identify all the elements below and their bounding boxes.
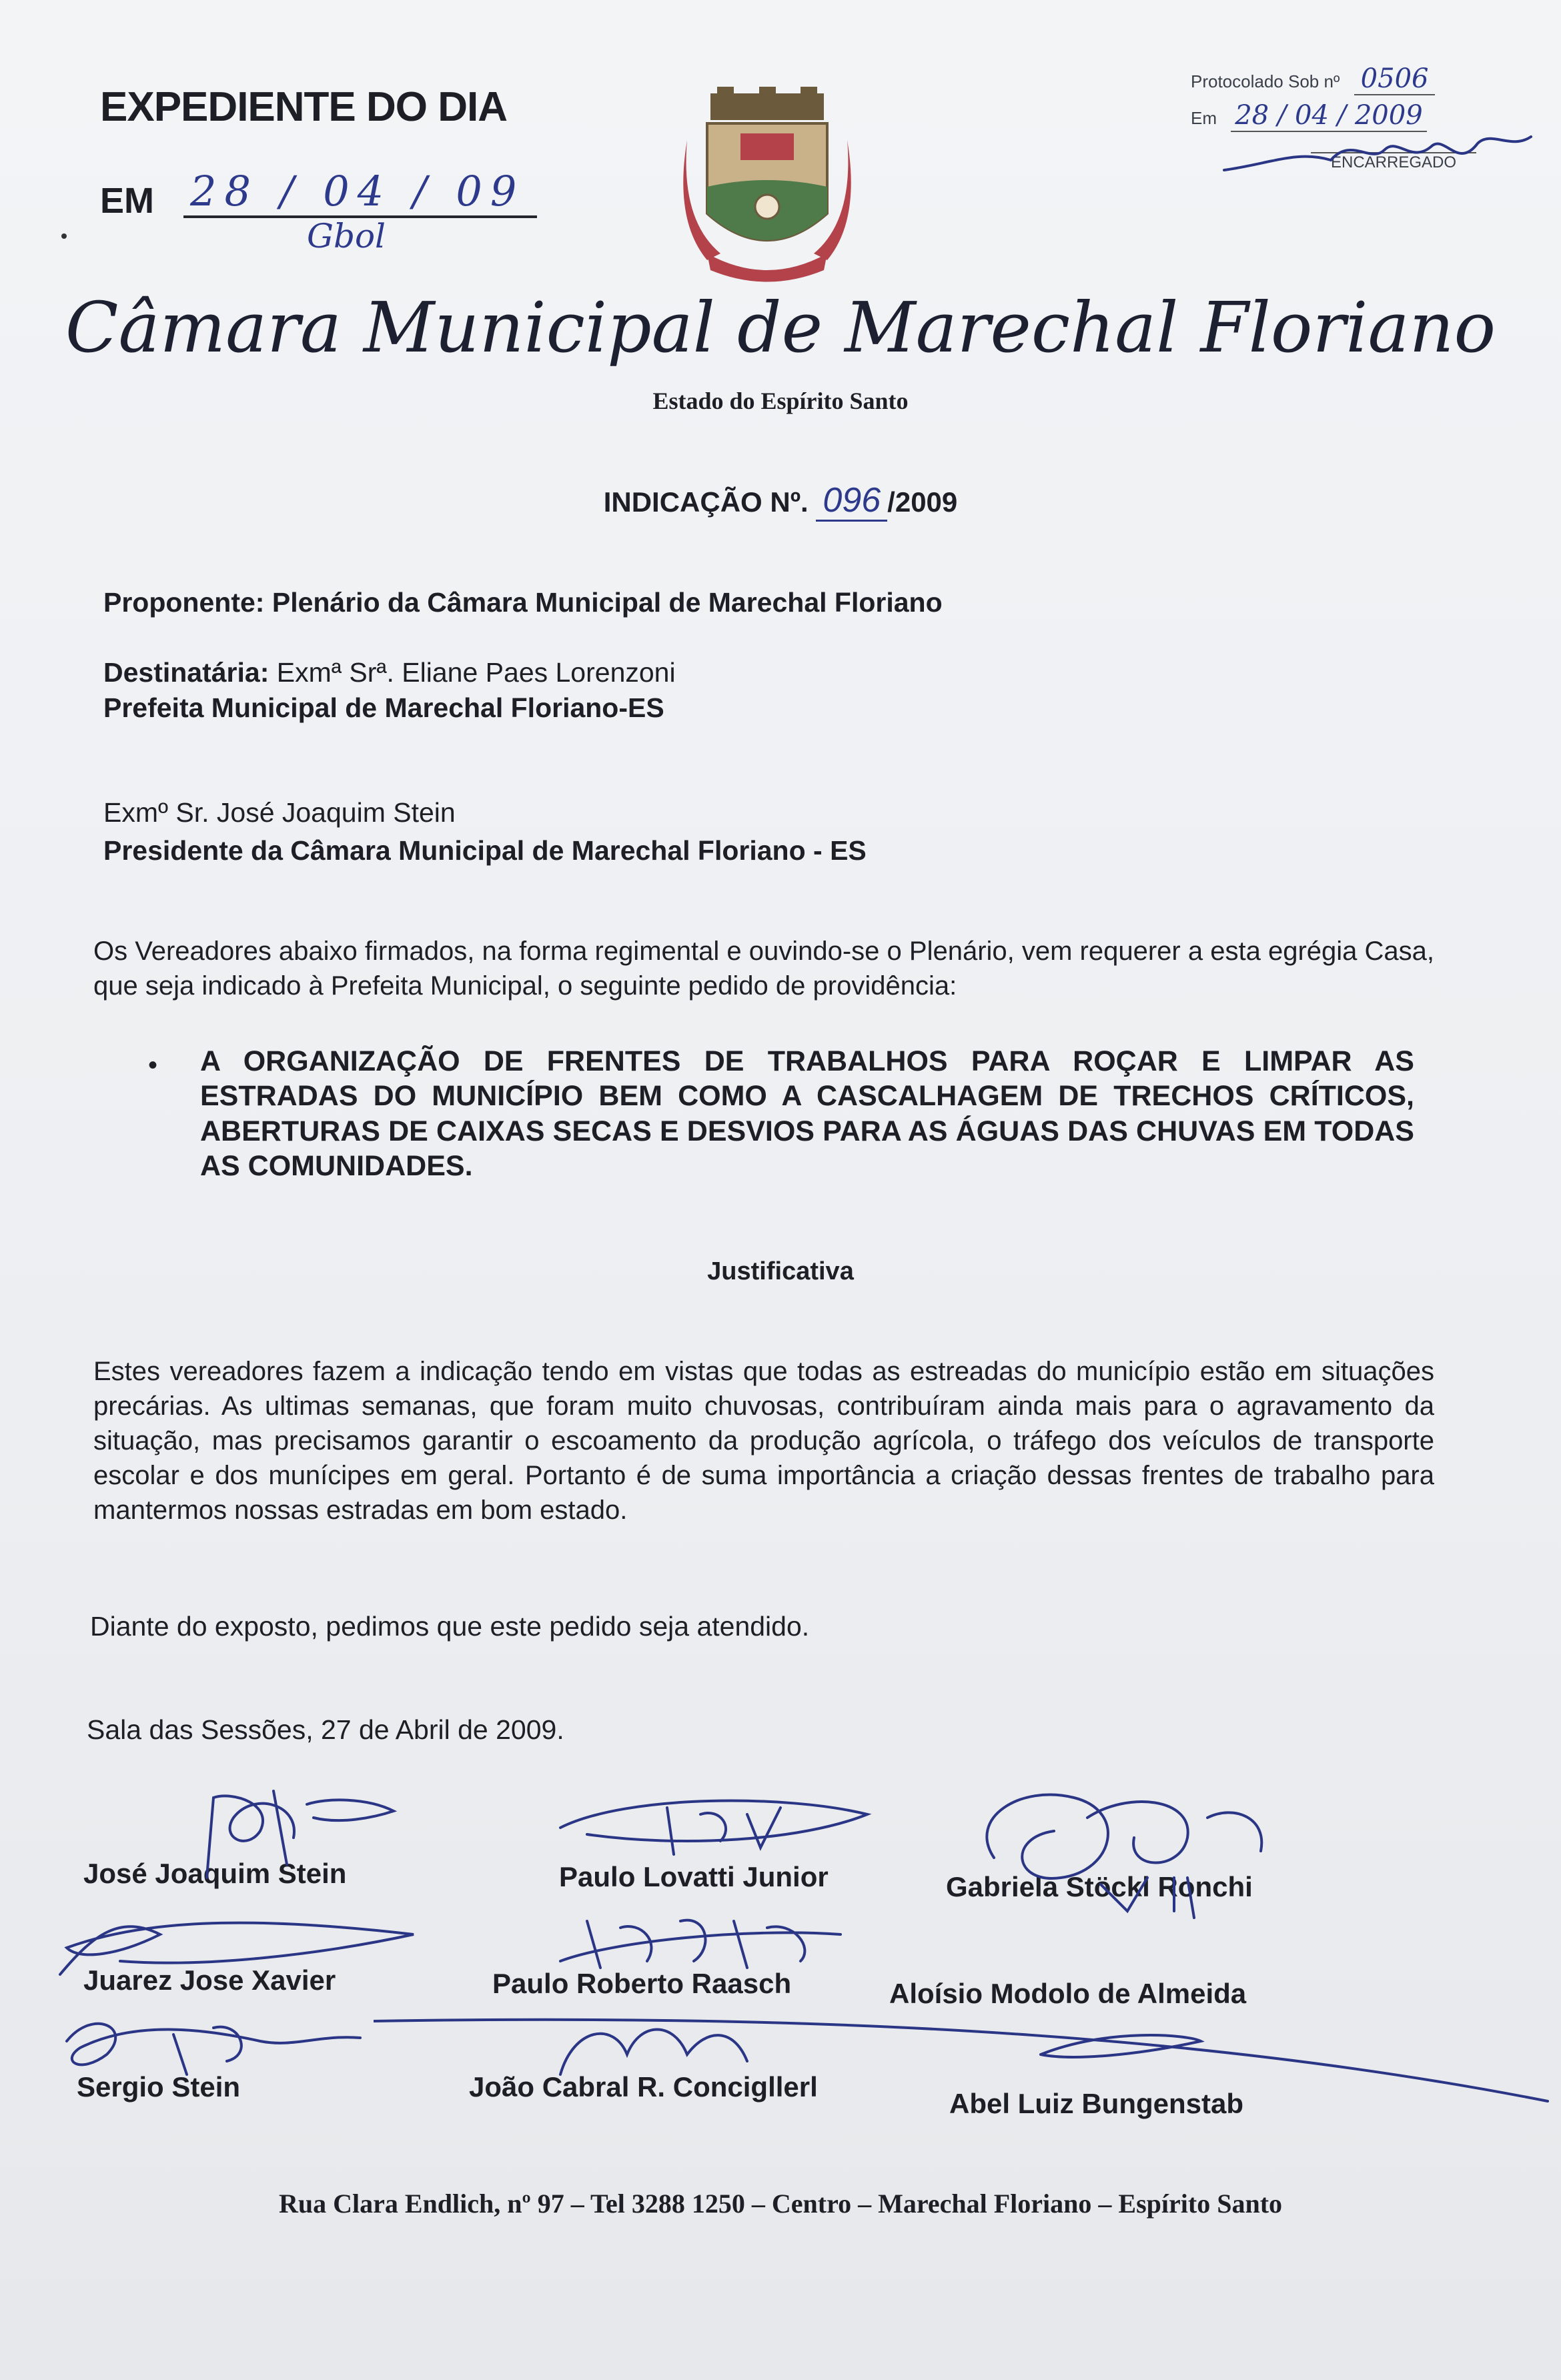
place-date: Sala das Sessões, 27 de Abril de 2009. bbox=[87, 1714, 564, 1745]
signatory-name: Paulo Lovatti Junior bbox=[559, 1861, 829, 1892]
closing-text: Diante do exposto, pedimos que este pedido seja atendido. bbox=[90, 1611, 810, 1642]
expediente-title: EXPEDIENTE DO DIA bbox=[100, 84, 507, 130]
signatory-name: João Cabral R. Concigllerl bbox=[469, 2071, 818, 2103]
protocol-stamp bbox=[1191, 37, 1551, 190]
signatory-name: Aloísio Modolo de Almeida bbox=[889, 1978, 1247, 2009]
intro-paragraph: Os Vereadores abaixo firmados, na forma regimental e ouvindo-se o Plenário, vem requerer a esta egrégia Casa, que seja indicado à Prefeita Municipal, o seguinte pedido de providência: bbox=[93, 937, 1434, 1001]
institution-name: Câmara Municipal de Marechal Floriano bbox=[65, 287, 1496, 368]
indicacao-suffix: /2009 bbox=[887, 486, 958, 518]
proponente-line bbox=[103, 587, 943, 618]
institution-state: Estado do Espírito Santo bbox=[652, 388, 909, 414]
destinataria-role: Prefeita Municipal de Marechal Floriano-ES bbox=[103, 692, 664, 723]
destinataria-label: Destinatária: bbox=[103, 657, 270, 688]
margin-dot bbox=[61, 233, 67, 239]
signatory-name: Abel Luiz Bungenstab bbox=[949, 2088, 1243, 2119]
proponente-value: Plenário da Câmara Municipal de Marechal Floriano bbox=[272, 587, 943, 618]
municipal-crest-icon bbox=[680, 87, 854, 287]
signatory-name: Gabriela Stöckl Ronchi bbox=[946, 1871, 1253, 1902]
signature-scrawl-icon bbox=[547, 1788, 881, 1868]
proponente-label: Proponente: bbox=[103, 587, 265, 618]
signatory-name: Juarez Jose Xavier bbox=[83, 1964, 336, 1996]
em-date-handwritten: 28 / 04 / 09 bbox=[183, 167, 537, 218]
justification-paragraph: Estes vereadores fazem a indicação tendo em vistas que todas as estreadas do município estão em situações precárias. As ultimas semanas, que foram muito chuvosas, contribuíram ainda mais para o agravamento da situação, mas precisamos garantir o escoamento da produção agrícola, o tráfego dos veículos de transporte escolar e dos munícipes em geral. Portanto é de suma importância a criação dessas frentes de trabalho para mantermos nossas estradas em bom estado. bbox=[93, 1357, 1434, 1525]
destinataria-value: Exmª Srª. Eliane Paes Lorenzoni bbox=[276, 657, 676, 688]
destinataria-line bbox=[103, 657, 676, 688]
footer-address: Rua Clara Endlich, nº 97 – Tel 3288 1250 – Centro – Marechal Floriano – Espírito Santo bbox=[278, 2189, 1283, 2219]
justification-title: Justificativa bbox=[707, 1257, 854, 1285]
em-label: EM bbox=[100, 181, 154, 221]
addressee-role: Presidente da Câmara Municipal de Marechal Floriano - ES bbox=[103, 835, 867, 866]
indicacao-heading bbox=[0, 480, 1561, 520]
signatory-name: Paulo Roberto Raasch bbox=[492, 1968, 792, 1999]
stamp-date-label: Em bbox=[1191, 108, 1217, 128]
bullet-icon: • bbox=[148, 1051, 158, 1080]
stamp-date-value: 28 / 04 / 2009 bbox=[1231, 100, 1426, 132]
indicacao-prefix: INDICAÇÃO Nº. bbox=[603, 486, 809, 518]
request-item: A ORGANIZAÇÃO DE FRENTES DE TRABALHOS PARA ROÇAR E LIMPAR AS ESTRADAS DO MUNICÍPIO BEM COMO A CASCALHAGEM DE TRECHOS CRÍTICOS, ABERTURAS DE CAIXAS SECAS E DESVIOS PARA AS ÁGUAS DAS CHUVAS EM TODAS AS COMUNIDADES. bbox=[200, 1045, 1414, 1183]
protocol-label: Protocolado Sob nº bbox=[1191, 71, 1340, 91]
em-initials-handwritten: Gbol bbox=[307, 217, 386, 255]
protocol-number: 0506 bbox=[1354, 63, 1436, 95]
stamp-signer-label: ENCARREGADO bbox=[1311, 152, 1476, 171]
indicacao-number: 096 bbox=[816, 481, 887, 522]
signatory-name: Sergio Stein bbox=[77, 2071, 241, 2103]
addressee-name: Exmº Sr. José Joaquim Stein bbox=[103, 797, 456, 828]
signatory-name: José Joaquim Stein bbox=[83, 1858, 347, 1889]
